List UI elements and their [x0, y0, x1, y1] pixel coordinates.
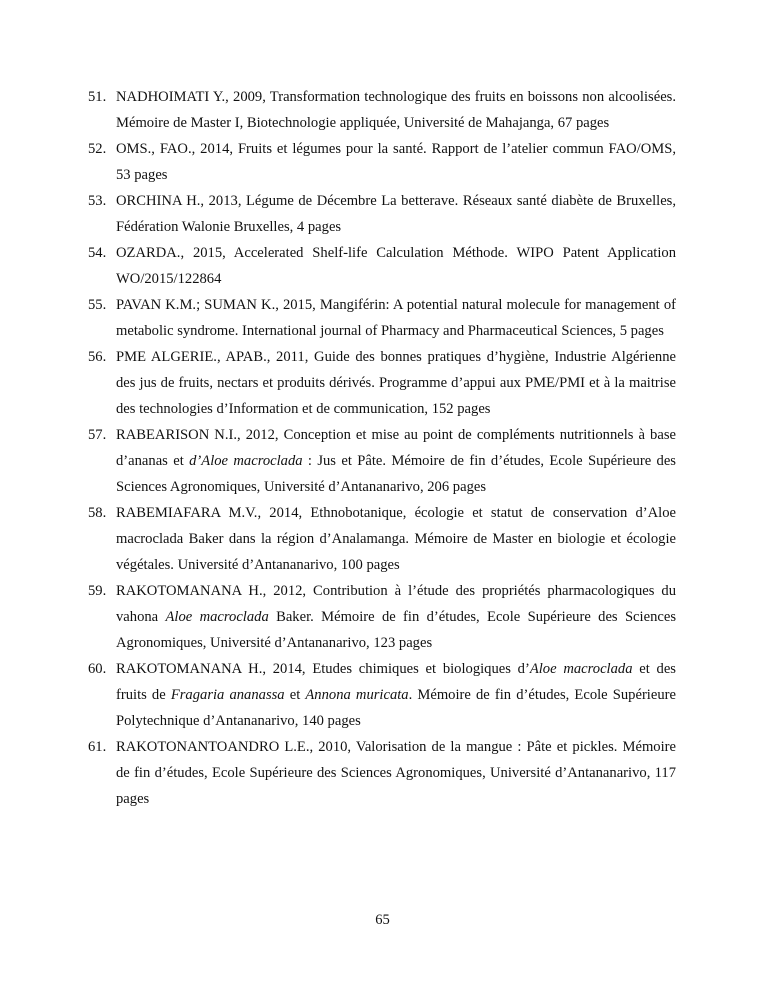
- reference-text-segment: ORCHINA H., 2013, Légume de Décembre La betterave. Réseaux santé diabète de Bruxelles, Fédération Walonie Bruxelles, 4 pages: [116, 193, 676, 235]
- reference-text-segment: OMS., FAO., 2014, Fruits et légumes pour la santé. Rapport de l’atelier commun FAO/OMS, 53 pages: [116, 141, 676, 183]
- reference-text-segment: NADHOIMATI Y., 2009, Transformation technologique des fruits en boissons non alcoolisées. Mémoire de Master I, Biotechnologie appliquée, Université de Mahajanga, 67 pages: [116, 89, 676, 131]
- reference-text-segment: et des fruits de: [116, 661, 676, 703]
- reference-item: [88, 240, 676, 292]
- reference-text: [116, 245, 676, 287]
- reference-text-segment: : Jus et Pâte. Mémoire de fin d’études, Ecole Supérieure des Sciences Agronomiques, Université d’Antananarivo, 206 pages: [116, 453, 676, 495]
- reference-text: [116, 583, 676, 651]
- reference-item: [88, 578, 676, 656]
- reference-text-segment: RABEARISON N.I., 2012, Conception et mise au point de compléments nutritionnels à base d’ananas et: [116, 427, 676, 469]
- italic-species-name: Fragaria ananassa: [170, 687, 285, 703]
- reference-number: 58.: [88, 505, 107, 521]
- reference-text: [116, 661, 676, 729]
- reference-item: [88, 734, 676, 812]
- italic-species-name: Aloe macroclada: [165, 609, 269, 625]
- italic-species-name: Aloe macroclada: [529, 661, 633, 677]
- reference-item: [88, 292, 676, 344]
- reference-text: [116, 739, 676, 807]
- reference-text: [116, 505, 676, 573]
- reference-text-segment: RABEMIAFARA M.V., 2014, Ethnobotanique, écologie et statut de conservation d’Aloe macroclada Baker dans la région d’Analamanga. Mémoire de Master en biologie et écologie végétales. Université d’Antananarivo, 100 pages: [116, 505, 676, 573]
- reference-text-segment: OZARDA., 2015, Accelerated Shelf-life Calculation Méthode. WIPO Patent Application WO/2015/122864: [116, 245, 676, 287]
- reference-item: [88, 500, 676, 578]
- reference-text-segment: PAVAN K.M.; SUMAN K., 2015, Mangiférin: A potential natural molecule for management of metabolic syndrome. International journal of Pharmacy and Pharmaceutical Sciences, 5 pages: [116, 297, 676, 339]
- reference-number: 51.: [88, 89, 107, 105]
- reference-text-segment: RAKOTOMANANA H., 2012, Contribution à l’étude des propriétés pharmacologiques du vahona: [116, 583, 676, 625]
- reference-text: [116, 193, 676, 235]
- reference-text: [116, 297, 676, 339]
- reference-item: [88, 136, 676, 188]
- reference-text-segment: RAKOTONANTOANDRO L.E., 2010, Valorisation de la mangue : Pâte et pickles. Mémoire de fin d’études, Ecole Supérieure des Sciences Agronomiques, Université d’Antananarivo, 117 pages: [116, 739, 676, 807]
- reference-item: [88, 84, 676, 136]
- reference-number: 54.: [88, 245, 107, 261]
- reference-number: 56.: [88, 349, 107, 365]
- page-number: 65: [375, 912, 390, 928]
- reference-number: 61.: [88, 739, 107, 755]
- reference-number: 60.: [88, 661, 107, 677]
- reference-item: [88, 344, 676, 422]
- reference-number: 52.: [88, 141, 107, 157]
- reference-number: 59.: [88, 583, 107, 599]
- reference-text: [116, 89, 676, 131]
- reference-item: [88, 656, 676, 734]
- reference-item: [88, 422, 676, 500]
- reference-list: [88, 84, 676, 812]
- reference-item: [88, 188, 676, 240]
- reference-text-segment: et: [284, 687, 306, 703]
- italic-species-name: d’Aloe macroclada: [189, 453, 303, 469]
- reference-text-segment: . Mémoire de fin d’études, Ecole Supérieure Polytechnique d’Antananarivo, 140 pages: [116, 687, 676, 729]
- reference-text: [116, 349, 676, 417]
- reference-text: [116, 427, 676, 495]
- reference-text-segment: RAKOTOMANANA H., 2014, Etudes chimiques et biologiques d’: [116, 661, 530, 677]
- reference-text: [116, 141, 676, 183]
- reference-number: 53.: [88, 193, 107, 209]
- reference-number: 55.: [88, 297, 107, 313]
- reference-text-segment: Baker. Mémoire de fin d’études, Ecole Supérieure des Sciences Agronomiques, Université d’Antananarivo, 123 pages: [116, 609, 676, 651]
- italic-species-name: Annona muricata: [305, 687, 409, 703]
- reference-number: 57.: [88, 427, 107, 443]
- reference-text-segment: PME ALGERIE., APAB., 2011, Guide des bonnes pratiques d’hygiène, Industrie Algérienne des jus de fruits, nectars et produits dérivés. Programme d’appui aux PME/PMI et à la maitrise des technologies d’Information et de communication, 152 pages: [116, 349, 676, 417]
